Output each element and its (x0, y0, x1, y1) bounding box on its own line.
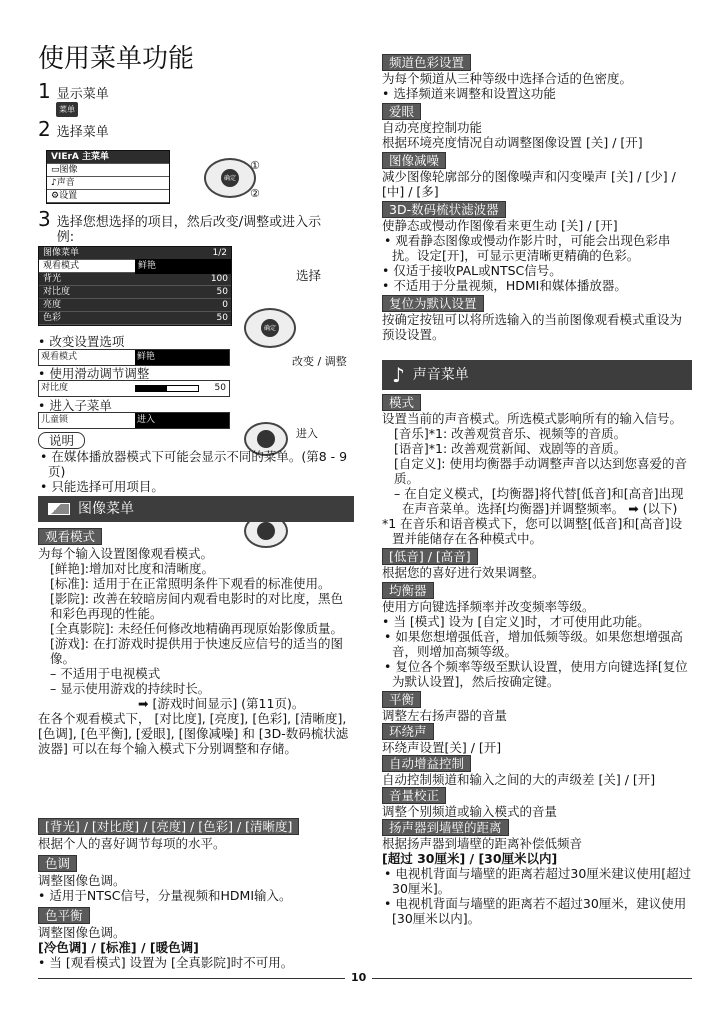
pic-row[interactable]: 色彩 50 (39, 312, 231, 325)
pic-row[interactable]: 亮度 0 (39, 299, 231, 312)
change-head: • 改变设置选项 (38, 334, 125, 349)
pic-row[interactable]: 对比度 50 (39, 286, 231, 299)
slider-head: • 使用滑动调节调整 (38, 366, 150, 381)
sound-menu-bar: ♪ 声音菜单 (382, 360, 692, 390)
mark-2: ② (250, 187, 260, 200)
mark-1: ① (250, 159, 260, 172)
sub-head: • 进入子菜单 (38, 398, 112, 413)
sound-section: 模式 设置当前的声音模式。所选模式影响所有的输入信号。 [音乐]*1: 改善观赏音乐、视频等的音质。 [语音]*1: 改善观赏新闻、戏剧等的音质。 [自定义]: 使用均衡器手动调整声音以达到您喜爱的音质。 – 在自定义模式，[均衡器]将代替[低音]和[高音]出现在声音菜单。选择[均衡器]并调整频率。 ➡ (以下) *1 在音乐和语音模式下，您可以调整[低音]和[高音]设置并能储存在各种模式中。 [低音] / [高音] 根据您的喜好进行效果调整。 均衡器 使用方向键选择频率并改变频率等级。 • 当 [模式] 设为 [自定义]时，才可使用此功能。 • 如果您想增强低音，增加低频等级。如果您想增强高音，则增加高频等级。 • 复位各个频率等级至默认设置，使用方向键选择[复位为默认设置]，然后按确定键。 平衡 调整左右扬声器的音量 环绕声 环绕声设置[关] / [开] 自动增益控制 自动控制频道和输入之间的大的声级差 [关] / [开] 音量校正 调整个别频道或输入模式的音量 扬声器到墙壁的距离 根据扬声器到墙壁的距离补偿低频音 [超过 30厘米] / [30厘米以内] • 电视机背面与墙壁的距离若超过30厘米建议使用[超过30厘米]。 • 电视机背面与墙壁的距离若不超过30厘米，建议使用[30厘米以内]。 (382, 395, 692, 926)
multi-section: [背光] / [对比度] / [亮度] / [色彩] / [清晰度] 根据个人的喜好调节每项的水平。 色调 调整图像色调。 • 适用于NTSC信号，分量视频和HDMI输入。 色平衡 调整图像色调。 [冷色调] / [标准] / [暖色调] • 当 [观看模式] 设置为 [全真影院]时不可用。 (38, 818, 354, 970)
main-menu-item-sound[interactable]: ♪ 声音 (47, 177, 169, 190)
sub-row[interactable]: 儿童锁 进入 (38, 412, 230, 429)
pic-row[interactable]: 观看模式 鲜艳 (39, 260, 231, 273)
right-column-top: 频道色彩设置 为每个频道从三种等级中选择合适的色密度。 • 选择频道来调整和设置这功能 爱眼 自动亮度控制功能 根据环境亮度情况自动调整图像设置 [关] / [开] 图像减噪 减少图像轮廓部分的图像噪声和闪变噪声 [关] / [少] / [中] / [多] 3D-数码梳状滤波器 使静态或慢动作图像看来更生动 [关] / [开] • 观看静态图像或慢动作影片时，可能会出现色彩串扰。设定[开]，可显示更清晰更精确的色彩。 • 仅适于接收PAL或NTSC信号。 • 不适用于分量视频，HDMI和媒体播放器。 复位为默认设置 按确定按钮可以将所选输入的当前图像观看模式重设为预设设置。 (382, 55, 683, 342)
page-number: 10 (345, 970, 372, 985)
remote-dpad-icon: 确定 (244, 308, 296, 348)
picture-menu-bar: 图像菜单 (38, 496, 354, 522)
music-note-icon: ♪ (392, 362, 405, 387)
step-1: 1 显示菜单 (38, 79, 109, 103)
remote-dpad-icon: 确定 (204, 158, 256, 198)
viera-logo: VIErA (51, 151, 79, 162)
picture-icon (48, 503, 70, 515)
main-menu-item-setup[interactable]: ⚙ 设置 (47, 190, 169, 203)
main-menu-item-picture[interactable]: ▭ 图像 (47, 164, 169, 177)
main-menu: VIErA 主菜单 ▭ 图像 ♪ 声音 ⚙ 设置 (46, 150, 170, 204)
menu-button[interactable]: 菜单 (56, 102, 78, 117)
view-mode-section: 观看模式 为每个输入设置图像观看模式。 [鲜艳]:增加对比度和清晰度。 [标准]: 适用于在正常照明条件下观看的标准使用。 [影院]: 改善在较暗房间内观看电影时的对比度，黑色和彩色再现的性能。 [全真影院]: 未经任何修改地精确再现原始影像质量。 [游戏]: 在打游戏时提供用于快速反应信号的适当的图像。 – 不适用于电视模式 – 显示使用游戏的持续时长。 ➡ [游戏时间显示] (第11页)。 在各个观看模式下， [对比度], [亮度], [色彩], [清晰度], [色调], [色平衡], [爱眼], [图像减噪] 和 [3D-数码梳状滤波器] 可以在每个输入模式下分别调整和存储。 (38, 529, 349, 756)
picture-menu-example: 图像菜单 1/2 观看模式 鲜艳 背光 100 对比度 50 亮度 0 色彩 50 (38, 246, 232, 326)
change-row[interactable]: 观看模式 鲜艳 (38, 349, 230, 366)
note-block: 说明 • 在媒体播放器模式下可能会显示不同的菜单。(第8 - 9页) • 只能选择可用项目。 (40, 433, 348, 494)
step-2: 2 选择菜单 (38, 117, 109, 141)
step-3: 3 选择您想选择的项目，然后改变/调整或进入示例: (38, 207, 322, 245)
slider-bar[interactable] (135, 385, 199, 392)
pic-row[interactable]: 背光 100 (39, 273, 231, 286)
slider-row[interactable]: 对比度 50 (38, 380, 230, 397)
select-label: 选择 (296, 268, 322, 283)
page-title: 使用菜单功能 (38, 44, 195, 74)
change-side-label: 改变 / 调整 (292, 355, 347, 368)
enter-label: 进入 (296, 427, 318, 440)
